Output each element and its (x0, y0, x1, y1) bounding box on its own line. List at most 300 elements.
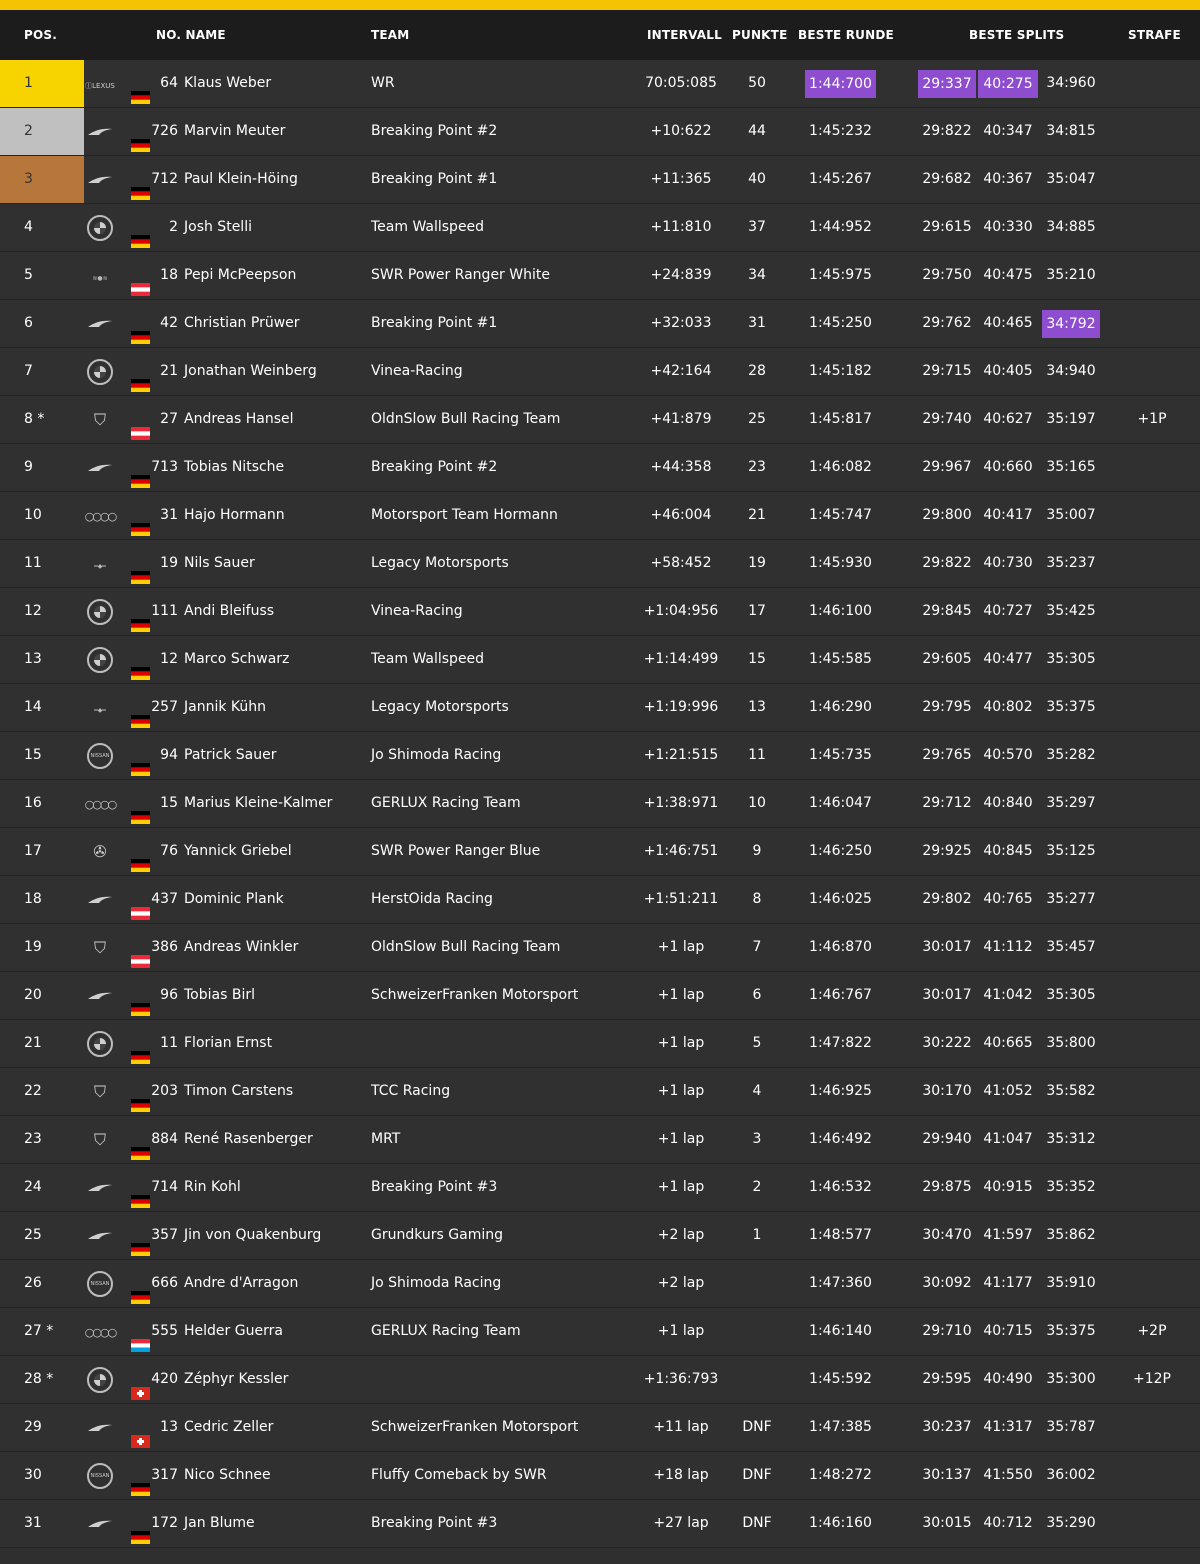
best-lap: 1:46:532 (809, 1179, 872, 1195)
driver-name[interactable]: Josh Stelli (184, 219, 252, 235)
driver-name[interactable]: Jan Blume (184, 1515, 255, 1531)
driver-name[interactable]: Tobias Birl (184, 987, 255, 1003)
points: 11 (748, 747, 766, 763)
driver-name[interactable]: Jannik Kühn (184, 699, 267, 715)
team-name[interactable]: SchweizerFranken Motorsport (371, 1419, 579, 1435)
driver-name[interactable]: Timon Carstens (184, 1083, 294, 1099)
table-row[interactable] (0, 156, 1200, 204)
split-3: 35:375 (1046, 1323, 1096, 1339)
driver-name[interactable]: Helder Guerra (184, 1323, 283, 1339)
driver-name[interactable]: Pepi McPeepson (184, 267, 297, 283)
brand-logo (84, 1124, 116, 1156)
mclaren-logo-icon (87, 464, 113, 472)
penalty (1128, 876, 1176, 923)
header-best-lap[interactable]: BESTE RUNDE (798, 28, 894, 42)
team-name[interactable]: Vinea-Racing (371, 603, 463, 619)
driver-name[interactable]: Marius Kleine-Kalmer (184, 795, 333, 811)
mclaren-logo-icon (87, 1520, 113, 1528)
audi-logo-icon: ○○○○ (84, 798, 116, 811)
bmw-logo-icon (87, 599, 113, 625)
car-number: 203 (151, 1083, 178, 1099)
table-row[interactable] (0, 1068, 1200, 1116)
split-1: 30:015 (922, 1515, 972, 1531)
header-points[interactable]: PUNKTE (732, 28, 788, 42)
position: 27 * (24, 1323, 54, 1339)
split-2: 40:715 (983, 1323, 1033, 1339)
split-2: 40:665 (983, 1035, 1033, 1051)
best-lap: 1:46:082 (809, 459, 872, 475)
flag-lu-icon (131, 1325, 150, 1338)
best-lap: 1:44:952 (809, 219, 872, 235)
table-row[interactable] (0, 1356, 1200, 1404)
driver-name[interactable]: Tobias Nitsche (184, 459, 285, 475)
driver-name[interactable]: Marco Schwarz (184, 651, 290, 667)
flag-de-icon (131, 1469, 150, 1482)
split-3: 34:792 (1042, 310, 1100, 338)
points (735, 1356, 779, 1403)
team-name[interactable]: Breaking Point #2 (371, 459, 498, 475)
team-name[interactable]: SWR Power Ranger Blue (371, 843, 541, 859)
interval: +1 lap (657, 1035, 705, 1051)
split-1: 29:822 (922, 123, 972, 139)
team-name[interactable]: SchweizerFranken Motorsport (371, 987, 579, 1003)
position: 18 (24, 891, 42, 907)
points: 23 (748, 459, 766, 475)
table-row[interactable] (0, 108, 1200, 156)
split-1: 29:800 (922, 507, 972, 523)
split-3: 34:885 (1046, 219, 1096, 235)
flag-de-icon (131, 1037, 150, 1050)
table-row[interactable] (0, 396, 1200, 444)
driver-name[interactable]: Paul Klein-Höing (184, 171, 298, 187)
split-3: 35:800 (1046, 1035, 1096, 1051)
split-1: 29:710 (922, 1323, 972, 1339)
table-row[interactable] (0, 924, 1200, 972)
split-2: 40:840 (983, 795, 1033, 811)
table-row[interactable] (0, 1164, 1200, 1212)
table-row[interactable] (0, 780, 1200, 828)
driver-name[interactable]: Andi Bleifuss (184, 603, 275, 619)
mclaren-logo-icon (87, 176, 113, 184)
split-2: 41:052 (983, 1083, 1033, 1099)
points: 40 (748, 171, 766, 187)
split-3: 35:425 (1046, 603, 1096, 619)
team-name[interactable]: Team Wallspeed (371, 651, 485, 667)
brand-logo (84, 308, 116, 340)
penalty (1128, 732, 1176, 779)
flag-de-icon (131, 173, 150, 186)
split-2: 40:475 (983, 267, 1033, 283)
driver-name[interactable]: Patrick Sauer (184, 747, 277, 763)
team-name[interactable]: TCC Racing (371, 1083, 451, 1099)
driver-name[interactable]: Christian Prüwer (184, 315, 300, 331)
table-row[interactable] (0, 348, 1200, 396)
interval: +1 lap (657, 1083, 705, 1099)
penalty (1128, 540, 1176, 587)
car-number: 357 (151, 1227, 178, 1243)
split-2: 41:597 (983, 1227, 1033, 1243)
points (735, 1308, 779, 1355)
header-interval[interactable]: INTERVALL (647, 28, 722, 42)
position: 28 * (24, 1371, 54, 1387)
interval: +27 lap (653, 1515, 709, 1531)
table-row[interactable] (0, 204, 1200, 252)
best-lap: 1:46:100 (809, 603, 872, 619)
penalty (1128, 300, 1176, 347)
team-name[interactable]: Motorsport Team Hormann (371, 507, 558, 523)
split-3: 35:290 (1046, 1515, 1096, 1531)
split-3: 35:582 (1046, 1083, 1096, 1099)
penalty (1128, 1068, 1176, 1115)
points: 9 (752, 843, 762, 859)
brand-logo (84, 1268, 116, 1300)
best-lap: 1:45:592 (809, 1371, 872, 1387)
best-lap: 1:45:817 (809, 411, 872, 427)
team-name[interactable]: Breaking Point #3 (371, 1515, 498, 1531)
brand-logo (84, 68, 116, 100)
car-number: 76 (160, 843, 178, 859)
car-number: 714 (151, 1179, 178, 1195)
table-row[interactable] (0, 1308, 1200, 1356)
split-2: 40:712 (983, 1515, 1033, 1531)
penalty (1128, 1164, 1176, 1211)
split-2: 40:405 (983, 363, 1033, 379)
interval: +41:879 (650, 411, 712, 427)
driver-name[interactable]: Marvin Meuter (184, 123, 286, 139)
header-pos[interactable]: POS. (24, 28, 57, 42)
car-number: 18 (160, 267, 178, 283)
split-1: 30:237 (922, 1419, 972, 1435)
team-name[interactable]: MRT (371, 1131, 401, 1147)
table-row[interactable] (0, 540, 1200, 588)
table-header (0, 10, 1200, 60)
position: 25 (24, 1227, 42, 1243)
split-1: 29:845 (922, 603, 972, 619)
table-row[interactable] (0, 1452, 1200, 1500)
flag-de-icon (131, 221, 150, 234)
penalty (1128, 1260, 1176, 1307)
position: 4 (24, 219, 33, 235)
driver-name[interactable]: Andreas Winkler (184, 939, 299, 955)
points: DNF (742, 1467, 772, 1483)
flag-de-icon (131, 701, 150, 714)
header-best-splits[interactable]: BESTE SPLITS (969, 28, 1065, 42)
team-name[interactable]: Legacy Motorsports (371, 555, 509, 571)
table-row[interactable] (0, 1020, 1200, 1068)
points: 5 (752, 1035, 762, 1051)
penalty (1128, 588, 1176, 635)
brand-logo (84, 1508, 116, 1540)
split-1: 29:925 (922, 843, 972, 859)
split-2: 40:802 (983, 699, 1033, 715)
flag-at-icon (131, 413, 150, 426)
split-3: 35:165 (1046, 459, 1096, 475)
penalty (1128, 1020, 1176, 1067)
table-row[interactable] (0, 876, 1200, 924)
table-row[interactable] (0, 636, 1200, 684)
interval: +18 lap (653, 1467, 709, 1483)
best-lap: 1:46:767 (809, 987, 872, 1003)
interval: +1 lap (657, 939, 705, 955)
flag-at-icon (131, 941, 150, 954)
table-row[interactable] (0, 972, 1200, 1020)
penalty (1128, 108, 1176, 155)
best-lap: 1:45:232 (809, 123, 872, 139)
results-table (0, 60, 1200, 1548)
split-1: 29:940 (922, 1131, 972, 1147)
driver-name[interactable]: Florian Ernst (184, 1035, 273, 1051)
brand-logo (84, 500, 116, 532)
interval: +11:810 (650, 219, 712, 235)
table-row[interactable] (0, 492, 1200, 540)
split-2: 40:765 (983, 891, 1033, 907)
car-number: 94 (160, 747, 178, 763)
nissan-logo-icon: NISSAN (87, 1271, 113, 1297)
position: 17 (24, 843, 42, 859)
split-1: 30:092 (922, 1275, 972, 1291)
split-2: 40:367 (983, 171, 1033, 187)
team-name[interactable]: Breaking Point #3 (371, 1179, 498, 1195)
penalty: +1P (1137, 411, 1167, 427)
interval: +44:358 (650, 459, 712, 475)
penalty (1128, 924, 1176, 971)
bmw-logo-icon (87, 1367, 113, 1393)
team-name[interactable]: Vinea-Racing (371, 363, 463, 379)
team-name[interactable]: GERLUX Racing Team (371, 1323, 521, 1339)
team-name[interactable]: OldnSlow Bull Racing Team (371, 939, 561, 955)
split-1: 29:762 (922, 315, 972, 331)
best-lap: 1:46:492 (809, 1131, 872, 1147)
brand-logo (84, 644, 116, 676)
interval: +46:004 (650, 507, 712, 523)
points: 25 (748, 411, 766, 427)
team-name[interactable]: Grundkurs Gaming (371, 1227, 504, 1243)
brand-logo (84, 404, 116, 436)
brand-logo (84, 356, 116, 388)
header-no-name[interactable]: NO. NAME (156, 28, 226, 42)
split-1: 30:170 (922, 1083, 972, 1099)
driver-name[interactable]: Andreas Hansel (184, 411, 294, 427)
header-team[interactable]: TEAM (371, 28, 410, 42)
lamborghini-logo-icon: ⛉ (93, 1082, 106, 1101)
split-1: 29:822 (922, 555, 972, 571)
car-number: 111 (151, 603, 178, 619)
penalty (1128, 1452, 1176, 1499)
team-name[interactable]: WR (371, 75, 395, 91)
car-number: 42 (160, 315, 178, 331)
flag-de-icon (131, 1229, 150, 1242)
penalty (1128, 60, 1176, 107)
interval: +1:04:956 (643, 603, 719, 619)
split-2: 40:330 (983, 219, 1033, 235)
best-lap: 1:47:360 (809, 1275, 872, 1291)
driver-name[interactable]: Nils Sauer (184, 555, 255, 571)
mclaren-logo-icon (87, 1184, 113, 1192)
interval: +42:164 (650, 363, 712, 379)
flag-de-icon (131, 749, 150, 762)
interval: +1:19:996 (643, 699, 719, 715)
interval: +1 lap (657, 1323, 705, 1339)
driver-name[interactable]: Rin Kohl (184, 1179, 241, 1195)
brand-logo (84, 548, 116, 580)
split-2: 40:490 (983, 1371, 1033, 1387)
table-row[interactable] (0, 1500, 1200, 1548)
car-number: 12 (160, 651, 178, 667)
position: 12 (24, 603, 42, 619)
interval: +1:46:751 (643, 843, 719, 859)
lamborghini-logo-icon: ⛉ (93, 1130, 106, 1149)
driver-name[interactable]: Yannick Griebel (184, 843, 292, 859)
bmw-logo-icon (87, 1031, 113, 1057)
split-2: 40:417 (983, 507, 1033, 523)
split-3: 35:312 (1046, 1131, 1096, 1147)
brand-logo (84, 164, 116, 196)
penalty (1128, 1404, 1176, 1451)
position: 20 (24, 987, 42, 1003)
brand-logo (84, 1412, 116, 1444)
best-lap: 1:45:250 (809, 315, 872, 331)
points: 3 (752, 1131, 762, 1147)
flag-de-icon (131, 653, 150, 666)
flag-de-icon (131, 989, 150, 1002)
split-1: 29:615 (922, 219, 972, 235)
best-lap: 1:45:267 (809, 171, 872, 187)
team-name[interactable]: Breaking Point #2 (371, 123, 498, 139)
penalty (1128, 636, 1176, 683)
car-number: 21 (160, 363, 178, 379)
table-row[interactable] (0, 1116, 1200, 1164)
points: 28 (748, 363, 766, 379)
position: 22 (24, 1083, 42, 1099)
bentley-logo-icon: ≋●≋ (92, 275, 108, 282)
table-row[interactable] (0, 252, 1200, 300)
split-1: 29:967 (922, 459, 972, 475)
team-name[interactable]: Legacy Motorsports (371, 699, 509, 715)
driver-name[interactable]: Klaus Weber (184, 75, 272, 91)
position: 29 (24, 1419, 42, 1435)
table-row[interactable] (0, 444, 1200, 492)
brand-logo (84, 884, 116, 916)
split-1: 30:017 (922, 987, 972, 1003)
audi-logo-icon: ○○○○ (84, 1326, 116, 1339)
accent-bar (0, 0, 1200, 10)
best-lap: 1:44:700 (805, 70, 876, 98)
flag-de-icon (131, 461, 150, 474)
driver-name[interactable]: Andre d'Arragon (184, 1275, 299, 1291)
car-number: 712 (151, 171, 178, 187)
split-3: 35:787 (1046, 1419, 1096, 1435)
interval: +1 lap (657, 987, 705, 1003)
split-3: 35:047 (1046, 171, 1096, 187)
penalty (1128, 972, 1176, 1019)
car-number: 666 (151, 1275, 178, 1291)
split-3: 35:125 (1046, 843, 1096, 859)
driver-name[interactable]: Hajo Hormann (184, 507, 285, 523)
driver-name[interactable]: René Rasenberger (184, 1131, 313, 1147)
split-3: 35:305 (1046, 987, 1096, 1003)
flag-de-icon (131, 77, 150, 90)
driver-name[interactable]: Jonathan Weinberg (184, 363, 317, 379)
table-row[interactable] (0, 300, 1200, 348)
best-lap: 1:45:975 (809, 267, 872, 283)
split-3: 35:197 (1046, 411, 1096, 427)
position: 13 (24, 651, 42, 667)
team-name[interactable]: GERLUX Racing Team (371, 795, 521, 811)
split-2: 40:727 (983, 603, 1033, 619)
position: 1 (0, 60, 84, 107)
mclaren-logo-icon (87, 1424, 113, 1432)
driver-name[interactable]: Nico Schnee (184, 1467, 271, 1483)
position: 8 * (24, 411, 45, 427)
split-3: 35:297 (1046, 795, 1096, 811)
split-3: 35:375 (1046, 699, 1096, 715)
table-row[interactable] (0, 1212, 1200, 1260)
interval: +10:622 (650, 123, 712, 139)
driver-name[interactable]: Dominic Plank (184, 891, 284, 907)
position: 6 (24, 315, 33, 331)
table-row[interactable] (0, 60, 1200, 108)
brand-logo (84, 1220, 116, 1252)
points (735, 1260, 779, 1307)
car-number: 2 (169, 219, 178, 235)
team-name[interactable]: Fluffy Comeback by SWR (371, 1467, 547, 1483)
header-penalty[interactable]: STRAFE (1128, 28, 1181, 42)
team-name[interactable]: Breaking Point #1 (371, 171, 498, 187)
flag-de-icon (131, 317, 150, 330)
interval: +32:033 (650, 315, 712, 331)
best-lap: 1:46:290 (809, 699, 872, 715)
split-1: 29:802 (922, 891, 972, 907)
position: 11 (24, 555, 42, 571)
flag-de-icon (131, 125, 150, 138)
brand-logo (84, 260, 116, 292)
team-name[interactable]: Jo Shimoda Racing (371, 1275, 502, 1291)
interval: +1 lap (657, 1131, 705, 1147)
points: DNF (742, 1515, 772, 1531)
table-row[interactable] (0, 588, 1200, 636)
points: 6 (752, 987, 762, 1003)
interval: +1:36:793 (643, 1371, 719, 1387)
table-row[interactable] (0, 828, 1200, 876)
table-row[interactable] (0, 732, 1200, 780)
split-3: 34:815 (1046, 123, 1096, 139)
team-name[interactable]: OldnSlow Bull Racing Team (371, 411, 561, 427)
brand-logo (84, 980, 116, 1012)
team-name[interactable]: Breaking Point #1 (371, 315, 498, 331)
brand-logo (84, 1316, 116, 1348)
table-row[interactable] (0, 684, 1200, 732)
split-2: 41:112 (983, 939, 1033, 955)
team-name[interactable]: SWR Power Ranger White (371, 267, 550, 283)
points: DNF (742, 1419, 772, 1435)
car-number: 27 (160, 411, 178, 427)
table-row[interactable] (0, 1260, 1200, 1308)
brand-logo (84, 596, 116, 628)
points: 19 (748, 555, 766, 571)
team-name[interactable]: HerstOida Racing (371, 891, 493, 907)
driver-name[interactable]: Cedric Zeller (184, 1419, 274, 1435)
table-row[interactable] (0, 1404, 1200, 1452)
split-3: 35:007 (1046, 507, 1096, 523)
driver-name[interactable]: Jin von Quakenburg (184, 1227, 322, 1243)
team-name[interactable]: Team Wallspeed (371, 219, 485, 235)
position: 14 (24, 699, 42, 715)
car-number: 257 (151, 699, 178, 715)
best-lap: 1:46:925 (809, 1083, 872, 1099)
team-name[interactable]: Jo Shimoda Racing (371, 747, 502, 763)
best-lap: 1:45:747 (809, 507, 872, 523)
driver-name[interactable]: Zéphyr Kessler (184, 1371, 289, 1387)
